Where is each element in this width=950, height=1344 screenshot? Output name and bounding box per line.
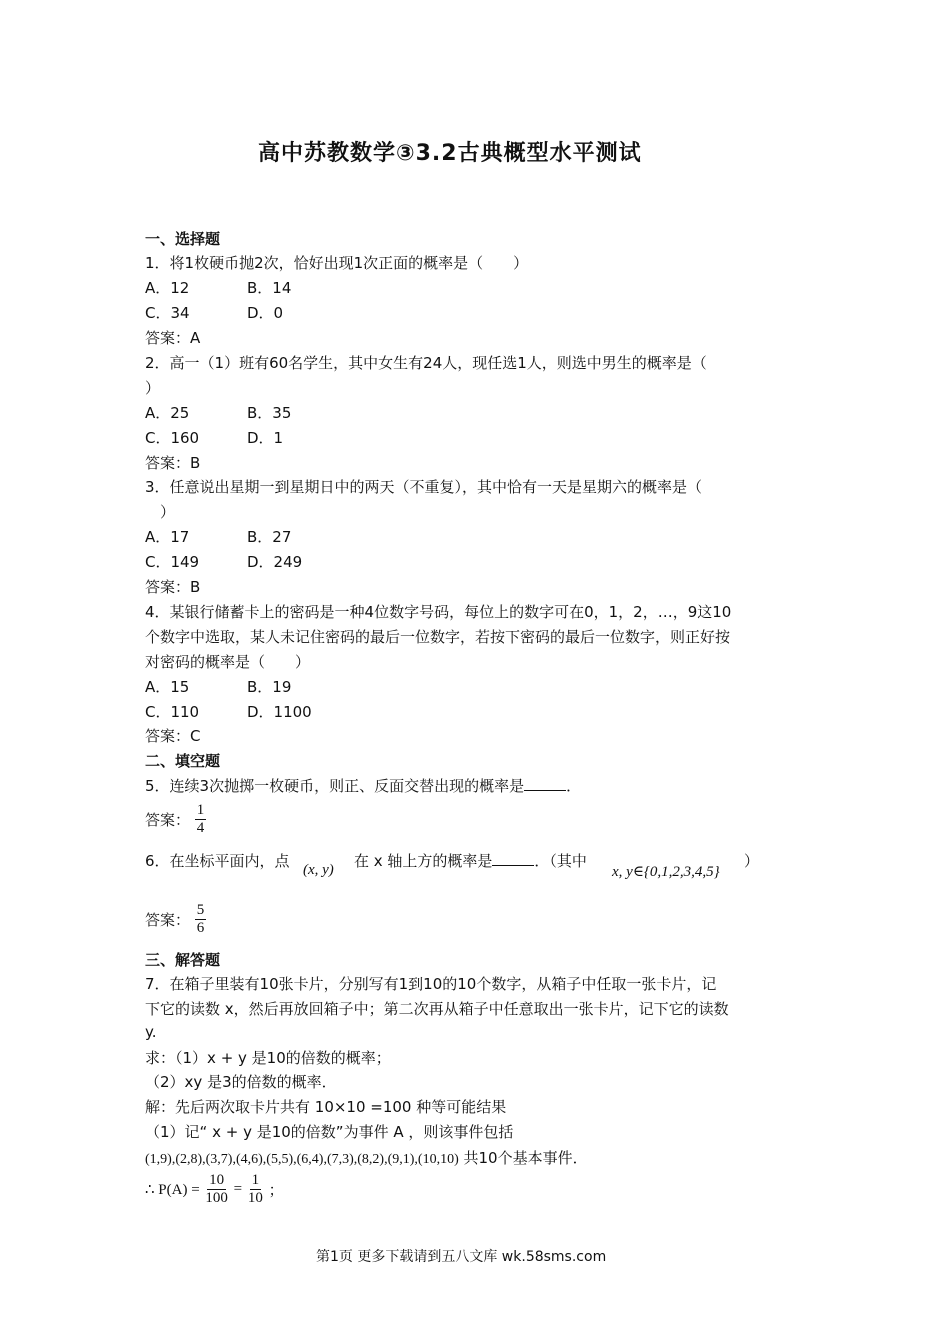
fraction-denominator: 4 — [196, 820, 205, 836]
question-4-answer: 答案：C — [145, 727, 201, 745]
section-heading-fill: 二、填空题 — [145, 752, 221, 770]
question-6-end: ．（其中 — [534, 852, 587, 870]
question-7-pairs: (1,9),(2,8),(3,7),(4,6),(5,5),(6,4),(7,3),(8,2),(9,1),(10,10) — [145, 1152, 459, 1167]
equals-sign: = — [233, 1181, 243, 1197]
question-2-option-c: C．160 — [145, 429, 200, 447]
question-5-stem — [145, 775, 581, 796]
question-6-answer-fraction — [195, 902, 207, 937]
question-2-option-d: D．1 — [247, 429, 284, 447]
question-7-stem-cont: 下它的读数 x，然后再放回箱子中；第二次再从箱子中任意取出一张卡片，记下它的读数 — [145, 1000, 729, 1018]
question-5-answer-fraction — [195, 802, 207, 837]
question-6-stem — [145, 850, 290, 871]
question-6-pre: 6．在坐标平面内，点 — [145, 852, 290, 870]
fraction-numerator: 1 — [196, 802, 205, 818]
question-7-stem: 7．在箱子里装有10张卡片，分别写有1到10的10个数字，从箱子中任取一张卡片，记 — [145, 975, 717, 993]
question-6-condition: x, y∈{0,1,2,3,4,5} — [612, 864, 720, 880]
question-6-answer — [145, 902, 206, 937]
question-7-ask-1: 求：（1）x + y 是10的倍数的概率； — [145, 1049, 391, 1067]
question-4-option-a: A．15 — [145, 678, 190, 696]
question-1-option-c: C．34 — [145, 304, 190, 322]
question-7-stem-end: y. — [145, 1023, 157, 1041]
page-footer: 第1页 更多下载请到五八文库 wk.58sms.com — [316, 1249, 607, 1265]
question-3-option-a: A．17 — [145, 528, 190, 546]
question-7-solution-4 — [145, 1172, 284, 1207]
question-3-option-c: C．149 — [145, 553, 200, 571]
question-7-solution-1: 解：先后两次取卡片共有 10×10 =100 种等可能结果 — [145, 1098, 507, 1116]
question-6-close: ） — [744, 852, 760, 870]
question-5-text: 5．连续3次抛掷一枚硬币，则正、反面交替出现的概率是 — [145, 777, 525, 795]
fraction-numerator: 5 — [196, 902, 205, 918]
fraction-numerator: 10 — [209, 1172, 225, 1188]
question-5-answer-label: 答案： — [145, 811, 191, 829]
question-4-option-c: C．110 — [145, 703, 200, 721]
question-7-solution-3 — [145, 1147, 588, 1168]
question-1-option-d: D．0 — [247, 304, 284, 322]
question-2-option-b: B．35 — [247, 404, 292, 422]
question-2-stem-cont: ） — [145, 379, 161, 397]
question-4-stem-cont: 个数字中选取，某人未记住密码的最后一位数字，若按下密码的最后一位数字，则正好按 — [145, 628, 731, 646]
probability-expression: ∴ P(A) = — [145, 1182, 200, 1198]
question-3-stem-cont: ） — [160, 503, 176, 521]
question-6-point: (x, y) — [303, 862, 334, 878]
fraction-denominator: 6 — [196, 920, 205, 936]
question-5-blank — [524, 776, 566, 791]
fraction-numerator: 1 — [251, 1172, 260, 1188]
question-1-answer: 答案：A — [145, 329, 201, 347]
question-3-answer: 答案：B — [145, 578, 201, 596]
question-2-option-a: A．25 — [145, 404, 190, 422]
question-1-option-b: B．14 — [247, 279, 292, 297]
question-3-option-d: D．249 — [247, 553, 303, 571]
question-7-pairs-tail: 共10个基本事件． — [458, 1149, 588, 1167]
fraction-10-over-100 — [203, 1172, 230, 1207]
question-7-ask-2: （2）xy 是3的倍数的概率． — [145, 1073, 337, 1091]
question-2-stem: 2．高一（1）班有60名学生，其中女生有24人，现任选1人，则选中男生的概率是（ — [145, 354, 707, 372]
page-title: 高中苏教数学③3.2古典概型水平测试 — [258, 141, 642, 166]
question-1-stem: 1．将1枚硬币抛2次，恰好出现1次正面的概率是（ ） — [145, 254, 529, 272]
question-2-answer: 答案：B — [145, 454, 201, 472]
question-5-answer — [145, 802, 206, 837]
question-1-option-a: A．12 — [145, 279, 190, 297]
question-4-option-b: B．19 — [247, 678, 292, 696]
fraction-denominator: 10 — [247, 1190, 263, 1206]
question-3-stem: 3．任意说出星期一到星期日中的两天（不重复），其中恰有一天是星期六的概率是（ — [145, 478, 703, 496]
question-6-answer-label: 答案： — [145, 911, 191, 929]
question-4-stem: 4．某银行储蓄卡上的密码是一种4位数字号码，每位上的数字可在0，1，2，…，9这10 — [145, 603, 732, 621]
section-heading-choice: 一、选择题 — [145, 230, 221, 248]
question-3-option-b: B．27 — [247, 528, 292, 546]
section-heading-solution: 三、解答题 — [145, 951, 221, 969]
question-5-end: ． — [566, 777, 582, 795]
question-4-stem-end: 对密码的概率是（ ） — [145, 653, 311, 671]
fraction-denominator: 100 — [205, 1190, 228, 1206]
fraction-1-over-10 — [246, 1172, 265, 1207]
question-6-mid-text: 在 x 轴上方的概率是 — [354, 852, 493, 870]
question-6-mid — [354, 850, 587, 871]
question-6-blank — [492, 851, 534, 866]
semicolon: ； — [268, 1183, 284, 1199]
question-7-solution-2: （1）记“ x + y 是10的倍数”为事件 A ，则该事件包括 — [145, 1123, 514, 1141]
question-4-option-d: D．1100 — [247, 703, 312, 721]
